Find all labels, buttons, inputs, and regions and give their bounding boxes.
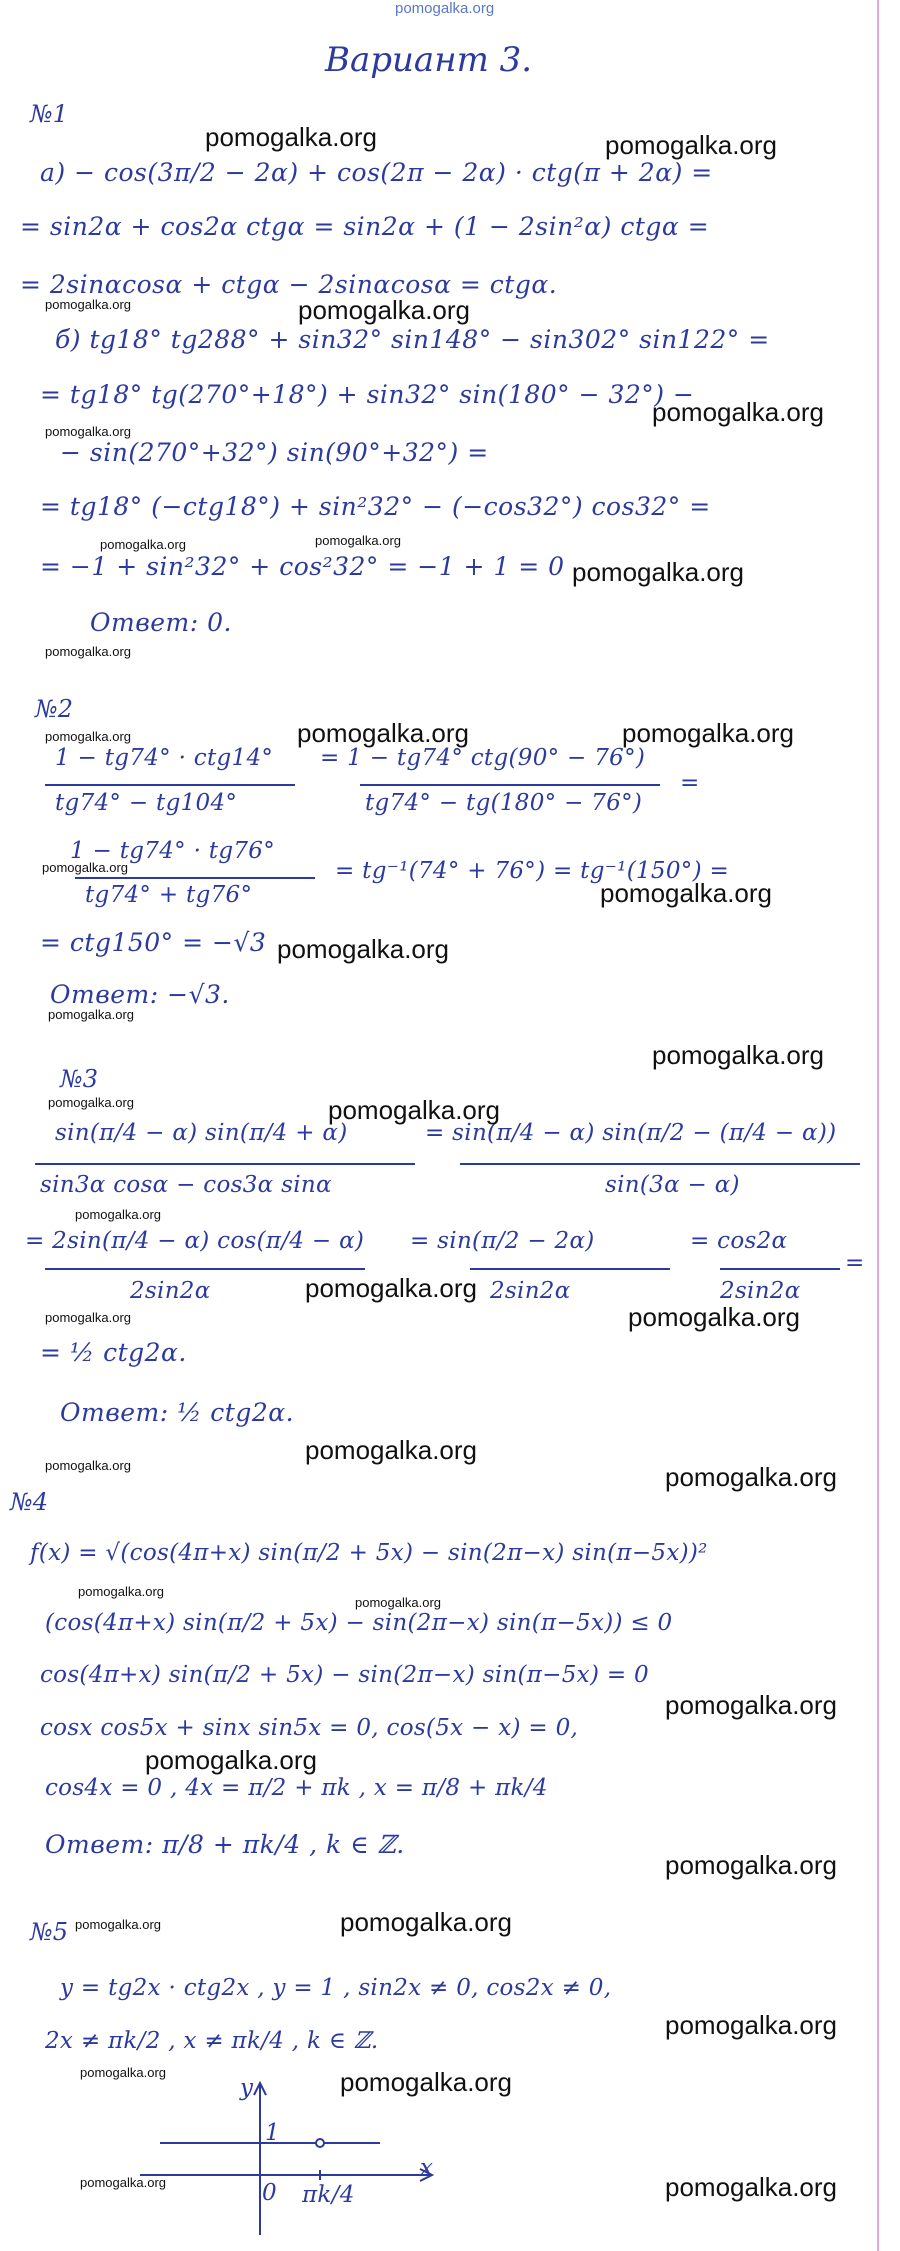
p1-line: б) tg18° tg288° + sin32° sin148° − sin302° sin122° = bbox=[55, 325, 770, 354]
watermark: pomogalka.org bbox=[622, 718, 794, 748]
p4-line: cosx cos5x + sinx sin5x = 0, cos(5x − x) = 0, bbox=[40, 1715, 579, 1741]
watermark: pomogalka.org bbox=[145, 1745, 317, 1775]
p3-numerator: = cos2α bbox=[690, 1228, 788, 1254]
watermark: pomogalka.org bbox=[355, 1595, 441, 1610]
fraction-bar bbox=[720, 1268, 840, 1270]
watermark: pomogalka.org bbox=[665, 2010, 837, 2040]
watermark: pomogalka.org bbox=[340, 1907, 512, 1937]
watermark: pomogalka.org bbox=[78, 1584, 164, 1599]
p3-numerator: = sin(π/4 − α) sin(π/2 − (π/4 − α)) bbox=[425, 1120, 837, 1146]
watermark: pomogalka.org bbox=[600, 878, 772, 908]
watermark: pomogalka.org bbox=[80, 2065, 166, 2080]
watermark: pomogalka.org bbox=[45, 1310, 131, 1325]
p3-line: = ½ ctg2α. bbox=[40, 1338, 187, 1367]
watermark: pomogalka.org bbox=[42, 860, 128, 875]
fraction-bar bbox=[460, 1163, 860, 1165]
p2-equals: = bbox=[680, 770, 700, 796]
p3-denominator: 2sin2α bbox=[130, 1278, 211, 1304]
graph-y-label: y bbox=[240, 2075, 254, 2101]
watermark: pomogalka.org bbox=[80, 2175, 166, 2190]
watermark: pomogalka.org bbox=[45, 644, 131, 659]
watermark: pomogalka.org bbox=[48, 1007, 134, 1022]
problem-2-label: №2 bbox=[35, 695, 73, 723]
p2-denominator: tg74° − tg104° bbox=[55, 790, 238, 816]
watermark: pomogalka.org bbox=[75, 1917, 161, 1932]
p4-answer: Ответ: π/8 + πk/4 , k ∈ ℤ. bbox=[45, 1830, 405, 1859]
p1-line: = sin2α + cos2α ctgα = sin2α + (1 − 2sin²α) ctgα = bbox=[20, 212, 710, 241]
watermark: pomogalka.org bbox=[340, 2067, 512, 2097]
p1-line: − sin(270°+32°) sin(90°+32°) = bbox=[60, 438, 489, 467]
p5-line: 2x ≠ πk/2 , x ≠ πk/4 , k ∈ ℤ. bbox=[45, 2028, 379, 2054]
watermark: pomogalka.org bbox=[605, 130, 777, 160]
fraction-bar bbox=[470, 1268, 670, 1270]
problem-1-label: №1 bbox=[30, 100, 68, 128]
p5-line: y = tg2x · ctg2x , y = 1 , sin2x ≠ 0, cos2x ≠ 0, bbox=[60, 1975, 612, 2001]
p1-line: = −1 + sin²32° + cos²32° = −1 + 1 = 0 bbox=[40, 552, 565, 581]
page-title: Вариант 3. bbox=[325, 40, 533, 80]
p2-denominator: tg74° − tg(180° − 76°) bbox=[365, 790, 643, 816]
p2-line: = tg⁻¹(74° + 76°) = tg⁻¹(150°) = bbox=[335, 858, 730, 884]
p4-line: cos(4π+x) sin(π/2 + 5x) − sin(2π−x) sin(π−5x) = 0 bbox=[40, 1662, 649, 1688]
p1-line: а) − cos(3π/2 − 2α) + cos(2π − 2α) · ctg(π + 2α) = bbox=[40, 158, 713, 187]
p4-line: cos4x = 0 , 4x = π/2 + πk , x = π/8 + πk/4 bbox=[45, 1775, 548, 1801]
fraction-bar bbox=[45, 784, 295, 786]
p2-denominator: tg74° + tg76° bbox=[85, 882, 253, 908]
p4-line: (cos(4π+x) sin(π/2 + 5x) − sin(2π−x) sin(π−5x)) ≤ 0 bbox=[45, 1610, 673, 1636]
fraction-bar bbox=[45, 1268, 365, 1270]
p1-line: = tg18° tg(270°+18°) + sin32° sin(180° − 32°) − bbox=[40, 380, 695, 409]
fraction-bar bbox=[360, 784, 660, 786]
p2-numerator: 1 − tg74° · ctg14° bbox=[55, 745, 274, 771]
p2-line: = ctg150° = −√3 bbox=[40, 928, 267, 957]
watermark: pomogalka.org bbox=[277, 934, 449, 964]
watermark: pomogalka.org bbox=[628, 1302, 800, 1332]
graph-x-tick: πk/4 bbox=[302, 2182, 355, 2208]
watermark: pomogalka.org bbox=[305, 1273, 477, 1303]
graph-x-label: x bbox=[420, 2155, 434, 2181]
p2-numerator: 1 − tg74° · tg76° bbox=[70, 838, 276, 864]
watermark: pomogalka.org bbox=[45, 424, 131, 439]
watermark: pomogalka.org bbox=[665, 1850, 837, 1880]
watermark: pomogalka.org bbox=[298, 295, 470, 325]
watermark: pomogalka.org bbox=[665, 1462, 837, 1492]
watermark: pomogalka.org bbox=[205, 122, 377, 152]
watermark: pomogalka.org bbox=[297, 718, 469, 748]
watermark: pomogalka.org bbox=[665, 2172, 837, 2202]
watermark: pomogalka.org bbox=[328, 1095, 500, 1125]
function-graph bbox=[130, 2075, 450, 2245]
p3-numerator: = sin(π/2 − 2α) bbox=[410, 1228, 595, 1254]
watermark: pomogalka.org bbox=[305, 1435, 477, 1465]
p2-answer: Ответ: −√3. bbox=[50, 980, 230, 1009]
fraction-bar bbox=[35, 1163, 415, 1165]
p3-denominator: 2sin2α bbox=[490, 1278, 571, 1304]
watermark: pomogalka.org bbox=[572, 557, 744, 587]
watermark: pomogalka.org bbox=[48, 1095, 134, 1110]
p3-answer: Ответ: ½ ctg2α. bbox=[60, 1398, 295, 1427]
page-margin-line bbox=[877, 0, 879, 2251]
p3-denominator: 2sin2α bbox=[720, 1278, 801, 1304]
watermark: pomogalka.org bbox=[652, 1040, 824, 1070]
p3-numerator: = 2sin(π/4 − α) cos(π/4 − α) bbox=[25, 1228, 365, 1254]
p4-line: f(x) = √(cos(4π+x) sin(π/2 + 5x) − sin(2π−x) sin(π−5x))² bbox=[30, 1540, 708, 1566]
watermark: pomogalka.org bbox=[652, 397, 824, 427]
p1-answer: Ответ: 0. bbox=[90, 608, 232, 637]
problem-4-label: №4 bbox=[10, 1488, 48, 1516]
p1-line: = 2sinαcosα + ctgα − 2sinαcosα = ctgα. bbox=[20, 270, 558, 299]
p3-equals: = bbox=[845, 1250, 865, 1276]
graph-y-tick: 1 bbox=[265, 2120, 280, 2146]
watermark: pomogalka.org bbox=[45, 1458, 131, 1473]
watermark: pomogalka.org bbox=[315, 533, 401, 548]
site-mark: pomogalka.org bbox=[395, 0, 495, 17]
problem-3-label: №3 bbox=[60, 1065, 98, 1093]
watermark: pomogalka.org bbox=[45, 729, 131, 744]
p2-numerator: = 1 − tg74° ctg(90° − 76°) bbox=[320, 745, 646, 771]
graph-origin: 0 bbox=[262, 2180, 277, 2206]
p3-denominator: sin3α cosα − cos3α sinα bbox=[40, 1172, 332, 1198]
p1-line: = tg18° (−ctg18°) + sin²32° − (−cos32°) cos32° = bbox=[40, 492, 711, 521]
watermark: pomogalka.org bbox=[100, 537, 186, 552]
problem-5-label: №5 bbox=[30, 1918, 68, 1946]
watermark: pomogalka.org bbox=[75, 1207, 161, 1222]
watermark: pomogalka.org bbox=[665, 1690, 837, 1720]
p3-denominator: sin(3α − α) bbox=[605, 1172, 740, 1198]
watermark: pomogalka.org bbox=[45, 297, 131, 312]
fraction-bar bbox=[75, 877, 315, 879]
p3-numerator: sin(π/4 − α) sin(π/4 + α) bbox=[55, 1120, 348, 1146]
